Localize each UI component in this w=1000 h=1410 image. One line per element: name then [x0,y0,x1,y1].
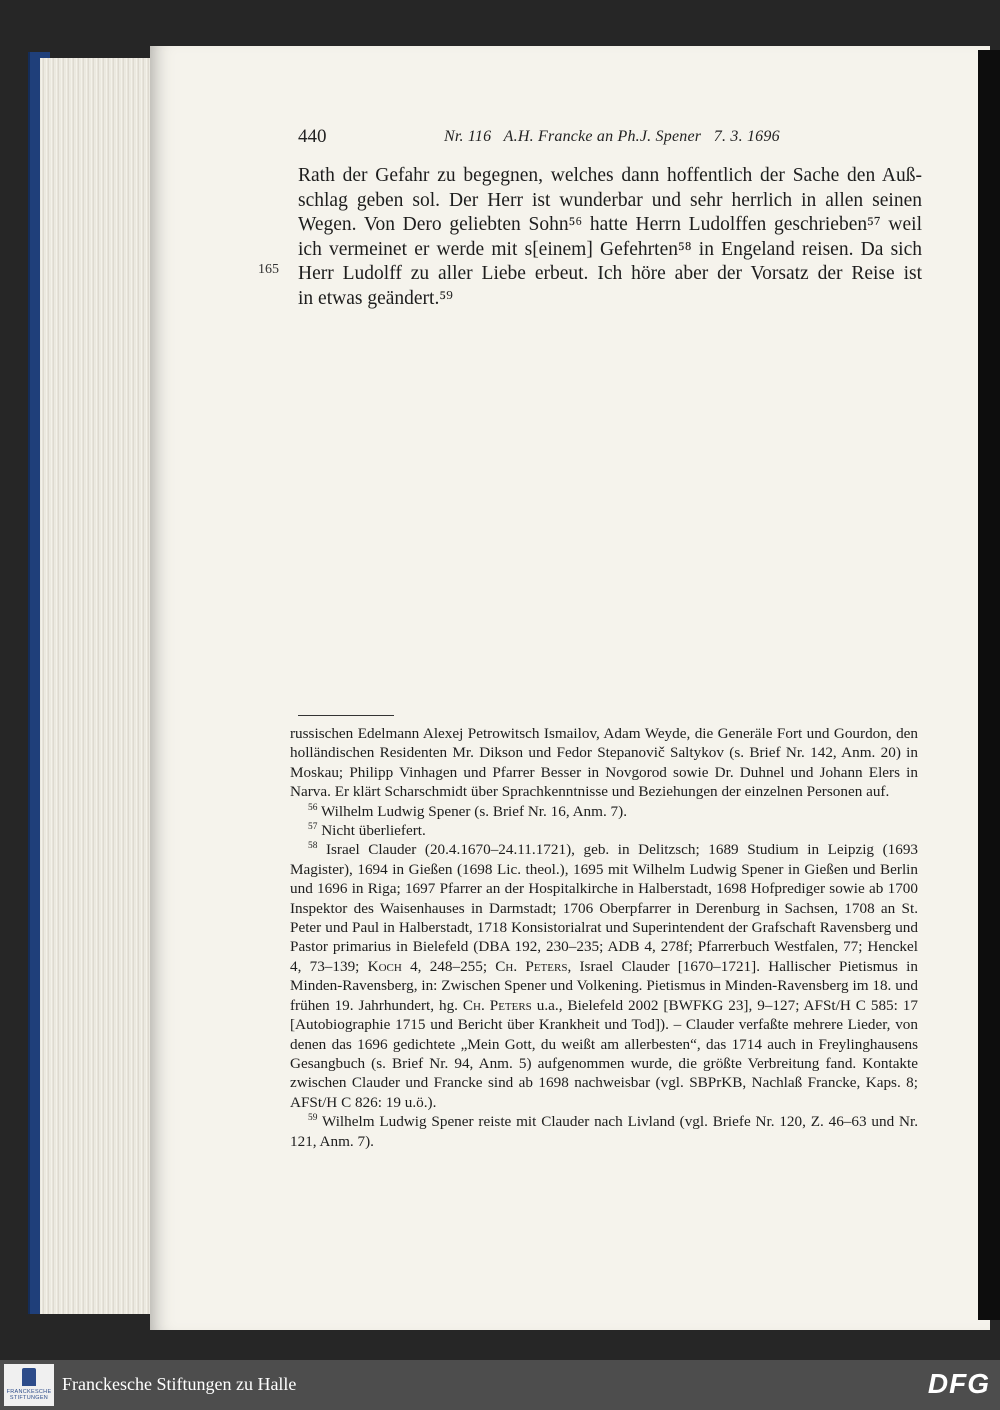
institution-name[interactable]: Franckesche Stiftungen zu Halle [62,1374,297,1394]
institution-logo[interactable] [4,1364,54,1406]
page-header [298,126,918,154]
logo-text: FRANCKESCHE STIFTUNGEN [6,1389,52,1401]
text-line: schlag geben sol. Der Herr ist wunderbar und sehr herrlich in allen seinen [298,189,922,211]
footnote-text: Wilhelm Ludwig Spener (s. Brief Nr. 16, Anm. 7). [320,802,627,820]
footnote-marker: 56 [308,802,318,813]
author-name: Ch. Peters [462,996,532,1014]
footnote-text: Israel Clauder (20.4.1670–24.11.1721), geb. in Delitzsch; 1689 Studium in Leipzig (1693 Magister), 1694 in Gießen (1698 Lic. theol.), 1695 mit Wilhelm Ludwig Spener in Gießen und Berlin und 1696 in Riga; 1697 Pfarrer an der Hospitalkirche in Halberstadt, 1698 Hofprediger sowie ab 1700 Inspektor des Waisenhauses in Darmstadt; 1706 Oberpfarrer in Derenburg in Sachsen, 1708 an St. Peter und Paul in Halberstadt, 1718 Konsistorialrat und Superintendent der Grafschaft Ravensberg und Pastor primarius in Bielefeld (DBA 192, 230–235; ADB 4, 278f; Pfarrerbuch Westfalen, 77; Henckel 4, 73–139; [290,841,919,975]
text-line: Herr Ludolff zu aller Liebe erbeut. Ich höre aber der Vorsatz der Reise ist [298,263,922,285]
letter-text [298,164,922,312]
footnote-59 [290,1112,918,1151]
footnote-text: 4, 248–255; [401,957,496,975]
text-line: ich vermeinet er werde mit s[einem] Gefehrten⁵⁸ in Engeland reisen. Da sich [298,238,922,260]
footnote-text: Nicht überliefert. [321,822,426,840]
text-line: Wegen. Von Dero geliebten Sohn⁵⁶ hatte Herrn Ludolffen geschrieben⁵⁷ weil [298,214,922,236]
running-head: Nr. 116 A.H. Francke an Ph.J. Spener 7. 3. 1696 [444,128,780,145]
text-line: Rath der Gefahr zu begegnen, welches dann hoffentlich der Sache den Auß- [298,165,922,186]
footnote-marker: 57 [308,821,318,832]
scan-right-margin [978,50,1000,1320]
author-name: Ch. Peters [495,957,568,975]
viewer-footer [0,1360,1000,1410]
footnote-text: , Israel Clauder [1670–1721]. Hallischer Pietismus in Minden-Ravensberg, in: Zwischen Spener und Volkening. Pietismus in Minden-Ravensberg im 18. und frühen 19. Jahrhundert, hg. [290,957,918,1014]
footnote-text: Wilhelm Ludwig Spener reiste mit Clauder nach Livland (vgl. Briefe Nr. 120, Z. 46–63 und Nr. 121, Anm. 7). [290,1113,919,1150]
footnotes [290,724,918,1151]
footnote-rule [298,715,394,716]
line-number: 165 [258,262,279,277]
footnote-text: u.a., Bielefeld 2002 [BWFKG 23], 9–127; AFSt/H C 585: 17 [Autobiographie 1715 und Bericht über Krankheit und Tod]). – Clauder verfaßte mehrere Lieder, von denen das 1696 gedichtete „Mein Gott, du weißt am allerbesten“, das 1714 auch in Freylinghausens Gesangbuch (s. Brief Nr. 94, Anm. 5) aufgenommen wurde, die größte Verbreitung fand. Kontakte zwischen Clauder und Francke sind ab 1698 nachweisbar (vgl. SBPrKB, Nachlaß Francke, Kaps. 8; AFSt/H C 826: 19 u.ö.). [290,996,918,1111]
footnote-58 [290,840,918,1112]
footnote-continuation: russischen Edelmann Alexej Petrowitsch Ismailov, Adam Weyde, die Generäle Fort und Gourdon, den holländischen Residenten Mr. Dikson und Fedor Stepanovič Saltykov (s. Brief Nr. 142, Anm. 20) in Moskau; Philipp Vinhagen und Pfarrer Besser in Novgorod sowie Dr. Duhnel und Johann Elers in Narva. Er klärt Scharschmidt über Sprachkenntnisse und Beziehungen der einzelnen Personen auf. [290,725,918,801]
text-line: in etwas geändert.⁵⁹ [298,287,453,309]
footnote-57 [290,821,918,840]
footnote-marker: 58 [308,841,318,852]
page-number: 440 [298,126,327,147]
dfg-logo[interactable]: DFG [927,1368,990,1399]
author-name: Koch [367,957,402,975]
footnote-marker: 59 [308,1113,318,1124]
footnote-56 [290,802,918,821]
building-icon [22,1368,36,1386]
page-stack-edges [40,58,158,1314]
